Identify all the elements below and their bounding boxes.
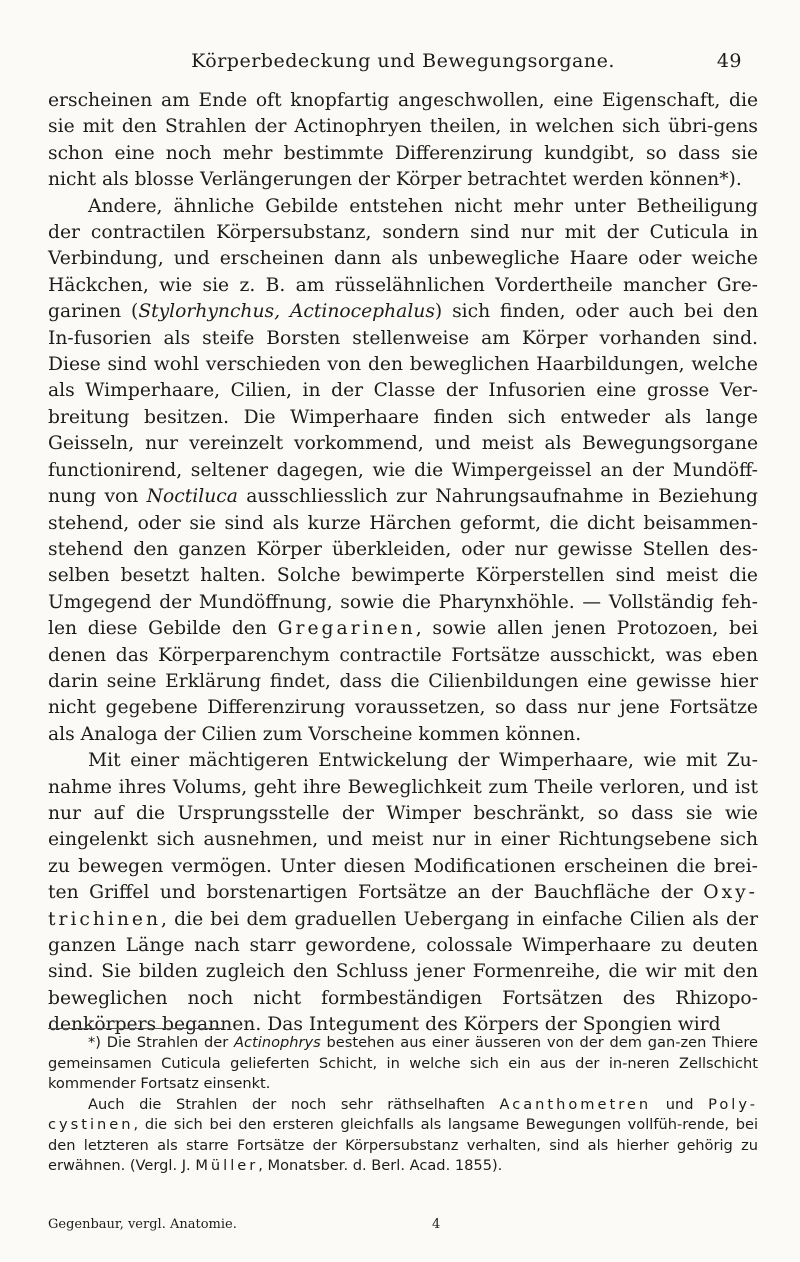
running-head	[48, 50, 758, 78]
footnote-2-text-b: , die sich bei den ersteren gleichfalls als langsame Bewegungen vollfüh-rende, bei den letzteren als starre Fortsätze der Körpersubstanz verhalten, sind als hierher gehörig zu erwähnen. (Vergl. J.	[48, 1116, 758, 1174]
footnote-2-text-mid: und	[651, 1095, 709, 1113]
paragraph-2-text-b: ) sich finden, oder auch bei den In-fusorien als steife Borsten stellenweise am Körper vorhanden sind. Diese sind wohl verschieden von den beweglichen Haarbildungen, welche als Wimperhaare, Cilien, in der Classe der Infusorien eine grosse Ver-breitung besitzen. Die Wimperhaare finden sich entweder als lange Geisseln, nur vereinzelt vorkommend, und meist als Bewegungsorgane functionirend, seltener dagegen, wie die Wimpergeissel an der Mundöff-nung von	[48, 301, 758, 508]
actinophrys-italic: Actinophrys	[234, 1034, 321, 1051]
paragraph-2-text-c: ausschliesslich zur Nahrungsaufnahme in Beziehung stehend, oder sie sind als kurze Härchen geformt, die dicht beisammen-stehend den ganzen Körper überkleiden, oder nur gewisse Stellen des-selben besetzt halten. Solche bewimperte Körperstellen sind meist die Umgegend der Mundöffnung, sowie die Pharynxhöhle. — Vollständig feh-len diese Gebilde den	[48, 486, 758, 640]
sheet-number: 4	[432, 1217, 441, 1232]
signature-text: Gegenbaur, vergl. Anatomie.	[48, 1217, 237, 1232]
paragraph-2	[48, 194, 758, 749]
paragraph-2-text-a: Andere, ähnliche Gebilde entstehen nicht mehr unter Betheiligung der contractilen Körpersubstanz, sondern sind nur mit der Cuticula in Verbindung, und erscheinen dann als unbewegliche Haare oder weiche Häckchen, wie sie z. B. am rüsselähnlichen Vordertheile mancher Gre-garinen (	[48, 195, 758, 323]
running-title: Körperbedeckung und Bewegungsorgane.	[191, 50, 615, 72]
signature-line	[48, 1217, 758, 1237]
paragraph-1-text: erscheinen am Ende oft knopfartig angeschwollen, eine Eigenschaft, die sie mit den Strahlen der Actinophryen theilen, in welchen sich übri-gens schon eine noch mehr bestimmte Differenzirung kundgibt, so dass sie nicht als blosse Verlängerungen der Körper betrachtet werden können*).	[48, 90, 758, 191]
oxytrichinen-spaced: Oxy-trichinen	[48, 882, 758, 930]
footnote-rule	[48, 1028, 222, 1029]
footnote-2	[48, 1095, 758, 1177]
footnote-1-text-a: *) Die Strahlen der	[88, 1034, 235, 1051]
noctiluca-italic: Noctiluca	[146, 486, 238, 508]
page-number: 49	[716, 50, 742, 72]
polycystinen-spaced: Poly-cystinen	[48, 1095, 758, 1133]
paragraph-3-text-a: Mit einer mächtigeren Entwickelung der Wimperhaare, wie mit Zu-nahme ihres Volums, geht ihre Beweglichkeit zum Theile verloren, und ist nur auf die Ursprungsstelle der Wimper beschränkt, so dass sie wie eingelenkt sich ausnehmen, und meist nur in einer Richtungsebene sich zu bewegen vermögen. Unter diesen Modificationen erscheinen die brei-ten Griffel und borstenartigen Fortsätze an der Bauchfläche der	[48, 750, 758, 904]
paragraph-2-text-d: , sowie allen jenen Protozoen, bei denen das Körperparenchym contractile Fortsätze ausschickt, was eben darin seine Erklärung findet, dass die Cilienbildungen eine gewisse hier nicht gegebene Differenzirung voraussetzen, so dass nur jene Fortsätze als Analoga der Cilien zum Vorscheine kommen können.	[48, 618, 758, 745]
mueller-spaced: Müller	[195, 1157, 259, 1174]
genus-names-italic: Stylorhynchus, Actinocephalus	[138, 301, 435, 323]
gregarinen-spaced: Gregarinen	[277, 618, 416, 640]
footnote-2-text-a: Auch die Strahlen der noch sehr räthselhaften	[88, 1095, 500, 1113]
paragraph-3-text-b: , die bei dem graduellen Uebergang in einfache Cilien als der ganzen Länge nach starr gewordene, colossale Wimperhaare zu deuten sind. Sie bilden zugleich den Schluss jener Formenreihe, die wir mit den beweglichen noch nicht formbeständigen Fortsätzen des Rhizopo-denkörpers begannen. Das Integument des Körpers der Spongien wird	[48, 908, 758, 1036]
footnote-2-text-c: , Monatsber. d. Berl. Acad. 1855).	[258, 1157, 503, 1174]
acanthometren-spaced: Acanthometren	[499, 1095, 652, 1113]
footnote	[48, 1033, 758, 1177]
body-text	[48, 88, 758, 1039]
footnote-1-text-b: bestehen aus einer äusseren von der dem gan-zen Thiere gemeinsamen Cuticula gelieferten Schicht, in welche sich ein aus der in-neren Zellschicht kommender Fortsatz einsenkt.	[48, 1034, 758, 1092]
paragraph-1	[48, 88, 758, 194]
paragraph-3	[48, 748, 758, 1038]
footnote-1	[48, 1033, 758, 1095]
